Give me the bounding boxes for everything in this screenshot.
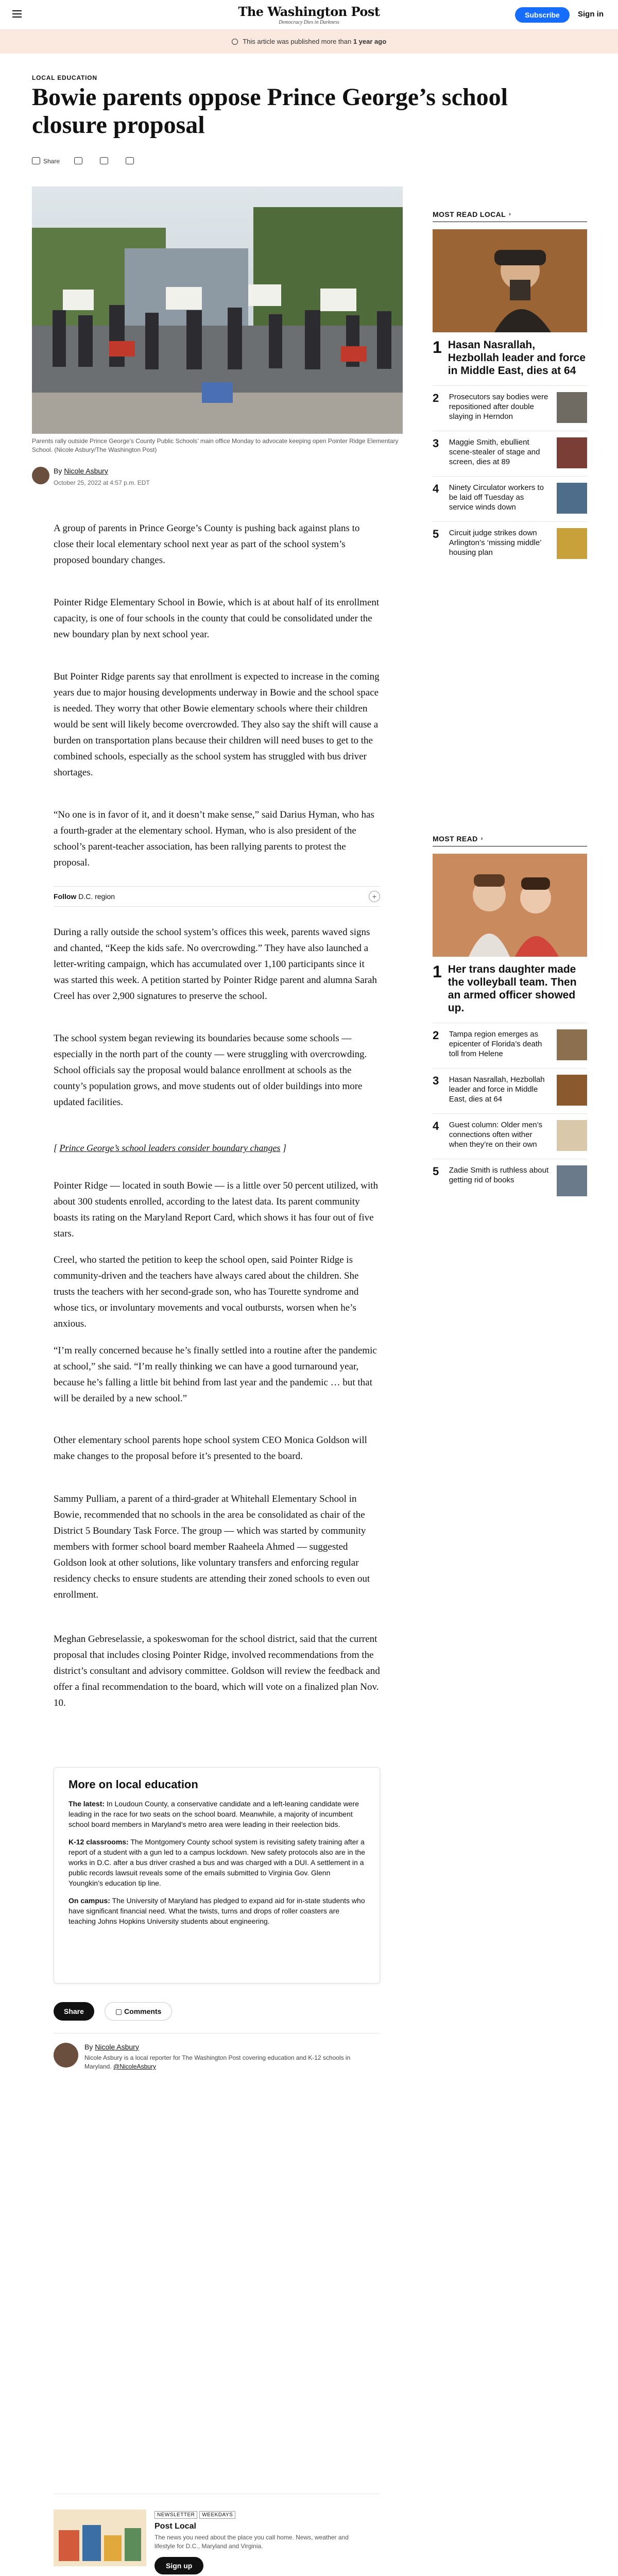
story-thumbnail bbox=[557, 1029, 587, 1060]
follow-plus-icon[interactable]: + bbox=[369, 891, 380, 902]
follow-label: Follow bbox=[54, 892, 77, 901]
most-read-item[interactable]: 1 Her trans daughter made the volleyball team. Then an armed officer showed up. bbox=[433, 962, 577, 1014]
article-paragraph: Sammy Pulliam, a parent of a third-grader at Whitehall Elementary School in Bowie, recommended that no schools in the area be consolidated as chair of the District 5 Boundary Task Force. The group — which was started by community members with former school board member Raaheela Ahmed — suggested Goldson look at other solutions, like voluntary transfers and enforcing regular residency checks to ensure students are attending their zoned schools to even out enrollment. bbox=[54, 1494, 370, 1600]
comment-icon: ▢ bbox=[115, 2007, 125, 2015]
most-read-photo[interactable] bbox=[433, 854, 587, 957]
byline-prefix: By bbox=[54, 467, 62, 475]
follow-topic-name: D.C. region bbox=[78, 892, 115, 901]
byline bbox=[54, 467, 108, 475]
save-link[interactable] bbox=[126, 157, 137, 165]
story-thumbnail bbox=[557, 1075, 587, 1106]
author-twitter-link[interactable]: @NicoleAsbury bbox=[113, 2063, 156, 2070]
story-thumbnail bbox=[557, 1165, 587, 1196]
author-avatar[interactable] bbox=[32, 467, 49, 484]
article-paragraph: Other elementary school parents hope school system CEO Monica Goldson will make changes to the proposal before it’s presented to the board. bbox=[54, 1435, 367, 1462]
comment-icon bbox=[100, 157, 108, 164]
site-logo[interactable]: The Washington Post bbox=[238, 4, 380, 19]
most-read-item[interactable]: 3 Hasan Nasrallah, Hezbollah leader and force in Middle East, dies at 64 bbox=[433, 1068, 587, 1105]
share-button[interactable]: Share bbox=[54, 2002, 94, 2021]
hero-photo bbox=[32, 187, 403, 434]
article-paragraph: Pointer Ridge — located in south Bowie — is a little over 50 percent utilized, with about 300 students enrolled, according to the latest data. Its parent community boasts its rating on the Maryland Report Card, which shows it has four out of five stars. bbox=[54, 1180, 379, 1239]
story-thumbnail bbox=[557, 392, 587, 423]
archive-banner bbox=[0, 30, 618, 54]
author-bio-text: Nicole Asbury is a local reporter for The Washington Post covering education and K-12 schools in Maryland. bbox=[84, 2054, 351, 2070]
sign-in-link[interactable]: Sign in bbox=[578, 10, 604, 19]
comment-link[interactable] bbox=[100, 157, 111, 165]
banner-prefix: This article was published more than bbox=[243, 38, 352, 45]
subscribe-button[interactable]: Subscribe bbox=[515, 7, 570, 23]
article-paragraph: A group of parents in Prince George’s County is pushing back against plans to close their local elementary school next year as part of the school system’s proposed boundary changes. bbox=[54, 523, 360, 566]
bookmark-icon bbox=[126, 157, 134, 164]
more-education-item[interactable]: The latest: In Loudoun County, a conservative candidate and a left-leaning candidate were leading in the race for two seats on the school board. Meanwhile, a majority of incumbent school board members in Maryland’s metro area were leading in their reelection bids. bbox=[68, 1800, 359, 1828]
top-navigation bbox=[0, 0, 618, 30]
related-article-link[interactable]: Prince George’s school leaders consider boundary changes bbox=[59, 1143, 281, 1153]
article-actions bbox=[54, 2002, 172, 2021]
most-read bbox=[433, 835, 587, 1196]
most-read-item[interactable]: 2 Prosecutors say bodies were repositioned after double slaying in Herndon bbox=[433, 385, 587, 422]
more-education-title: More on local education bbox=[68, 1778, 198, 1791]
story-thumbnail bbox=[557, 528, 587, 559]
chevron-right-icon: › bbox=[509, 211, 511, 217]
most-read-item[interactable]: 4 Guest column: Older men’s connections often wither when they’re on their own bbox=[433, 1113, 587, 1150]
comments-button[interactable]: ▢ Comments bbox=[105, 2002, 172, 2021]
most-read-local-heading[interactable]: MOST READ LOCAL › bbox=[433, 210, 587, 222]
most-read-item[interactable]: 1 Hasan Nasrallah, Hezbollah leader and force in Middle East, dies at 64 bbox=[433, 338, 586, 377]
photo-caption: Parents rally outside Prince George’s County Public Schools’ main office Monday to advocate keeping open Pointer Ridge Elementary School. (Nicole Asbury/The Washington Post) bbox=[32, 437, 399, 453]
article-paragraph: The school system began reviewing its boundaries because some schools — especially in the north part of the county — were struggling with overcrowding. School officials say the proposal would balance enrollment at schools as the county’s population grows, and move students out of older buildings into more updated facilities. bbox=[54, 1033, 367, 1108]
newsletter-frequency: WEEKDAYS bbox=[199, 2511, 235, 2519]
author-bio: By Nicole Asbury Nicole Asbury is a local reporter for The Washington Post covering education and K-12 schools in Maryland. @NicoleAsbury bbox=[54, 2033, 380, 2074]
share-toolbar bbox=[32, 155, 137, 167]
article-headline: Bowie parents oppose Prince George’s school closure proposal bbox=[32, 83, 508, 139]
publish-date: October 25, 2022 at 4:57 p.m. EDT bbox=[54, 479, 150, 486]
most-read-item[interactable]: 5 Zadie Smith is ruthless about getting rid of books bbox=[433, 1159, 587, 1196]
newsletter-illustration bbox=[54, 2510, 146, 2566]
rally-photo-illustration bbox=[32, 187, 403, 434]
most-read-heading[interactable]: MOST READ › bbox=[433, 835, 587, 846]
chevron-right-icon: › bbox=[480, 836, 483, 842]
most-read-item[interactable]: 5 Circuit judge strikes down Arlington’s ‘missing middle’ housing plan bbox=[433, 521, 587, 558]
gift-icon bbox=[74, 157, 82, 164]
story-thumbnail bbox=[557, 1120, 587, 1151]
follow-topic bbox=[54, 892, 115, 901]
author-bio-link[interactable]: Nicole Asbury bbox=[95, 2043, 139, 2051]
newsletter-signup bbox=[54, 2494, 380, 2576]
banner-age: 1 year ago bbox=[353, 38, 387, 45]
article-paragraph: Meghan Gebreselassie, a spokeswoman for the school district, said that the current proposal that includes closing Pointer Ridge, involved recommendations from the district’s consultant and advisory committee. Goldson will review the feedback and offer a final recommendation to the board, which will vote on a finalized plan Nov. 10. bbox=[54, 1634, 380, 1708]
article-paragraph: “No one is in favor of it, and it doesn’t make sense,” said Darius Hyman, who has a fourth-grader at the elementary school. Hyman, who is also president of the school’s parent-teacher association, has been rallying parents to protest the proposal. bbox=[54, 809, 374, 868]
most-read-local bbox=[433, 210, 587, 558]
newsletter-signup-button[interactable]: Sign up bbox=[154, 2557, 203, 2574]
more-education-item[interactable]: On campus: The University of Maryland has pledged to expand aid for in-state students who have significant financial need. What the twists, turns and drops of roller coasters are teaching Johns Hopkins University students about engineering. bbox=[68, 1896, 365, 1925]
most-read-item[interactable]: 3 Maggie Smith, ebullient scene-stealer of stage and screen, dies at 89 bbox=[433, 431, 587, 468]
site-tagline: Democracy Dies in Darkness bbox=[279, 20, 339, 25]
section-kicker[interactable]: LOCAL EDUCATION bbox=[32, 74, 97, 81]
newsletter-description: The news you need about the place you call home. News, weather and lifestyle for D.C., Maryland and Virginia. bbox=[154, 2534, 349, 2550]
clock-icon bbox=[232, 39, 238, 45]
article-paragraph: Pointer Ridge Elementary School in Bowie, which is at about half of its enrollment capacity, is one of four schools in the county that could be consolidated under the new boundary plan by next school year. bbox=[54, 597, 380, 640]
share-icon bbox=[32, 157, 40, 164]
story-thumbnail bbox=[557, 437, 587, 468]
more-education-item[interactable]: K-12 classrooms: The Montgomery County school system is revisiting safety training after a report of a student with a gun led to a campus lockdown. New safety protocols also are in the works in D.C. after a bus driver crashed a bus and was charged with a DUI. A settlement in a public records lawsuit reveals some of the emails submitted to Virginia Gov. Glenn Youngkin’s education tip line. bbox=[68, 1838, 365, 1887]
article-paragraph: “I’m really concerned because he’s finally settled into a routine after the pandemic at school,” she said. “I’m really thinking we can have a good turnaround year, because he’s falling a little bit behind from last year and the pandemic … but that will be derailed by a new school.” bbox=[54, 1345, 377, 1404]
newsletter-tag: NEWSLETTER bbox=[154, 2511, 197, 2519]
share-label: Share bbox=[43, 157, 60, 165]
related-link-block: [ Prince George’s school leaders consider boundary changes ] bbox=[54, 1143, 286, 1153]
share-link[interactable] bbox=[32, 157, 60, 165]
article-paragraph: But Pointer Ridge parents say that enrollment is expected to increase in the coming years due to major housing developments underway in Bowie and the school space is needed. They worry that other Bowie elementary schools where their children would be sent will likely become overcrowded. They also say the shift will cause a burden on transportation plans because their children will need buses to get to the combined schools, especially as the school system has struggled with bus driver shortages. bbox=[54, 671, 380, 778]
follow-topic-bar[interactable] bbox=[54, 886, 380, 907]
newsletter-title: Post Local bbox=[154, 2522, 196, 2531]
most-read-item[interactable]: 4 Ninety Circulator workers to be laid off Tuesday as service winds down bbox=[433, 476, 587, 513]
gift-link[interactable] bbox=[74, 157, 85, 165]
more-on-education-box bbox=[54, 1767, 380, 1984]
story-thumbnail bbox=[557, 483, 587, 514]
article-paragraph: Creel, who started the petition to keep the school open, said Pointer Ridge is community-driven and the teachers have always cared about the children. She trusts the teachers with her second-grade son, who has Tourette syndrome and whose tics, or involuntary movements and vocal outbursts, worsen when he’s anxious. bbox=[54, 1255, 359, 1329]
author-bio-avatar[interactable] bbox=[54, 2043, 78, 2067]
author-link[interactable]: Nicole Asbury bbox=[64, 467, 108, 475]
most-read-item[interactable]: 2 Tampa region emerges as epicenter of Florida’s death toll from Helene bbox=[433, 1023, 587, 1060]
article-paragraph: During a rally outside the school system’s offices this week, parents waved signs and chanted, “Keep the kids safe. No overcrowding.” They have also launched a letter-writing campaign, which has accumulated over 1,100 participants since it was started this week. A petition started by Pointer Ridge parent and alumna Sarah Creel has over 2,900 signatures to preserve the school. bbox=[54, 927, 377, 1002]
most-read-local-photo[interactable] bbox=[433, 229, 587, 332]
